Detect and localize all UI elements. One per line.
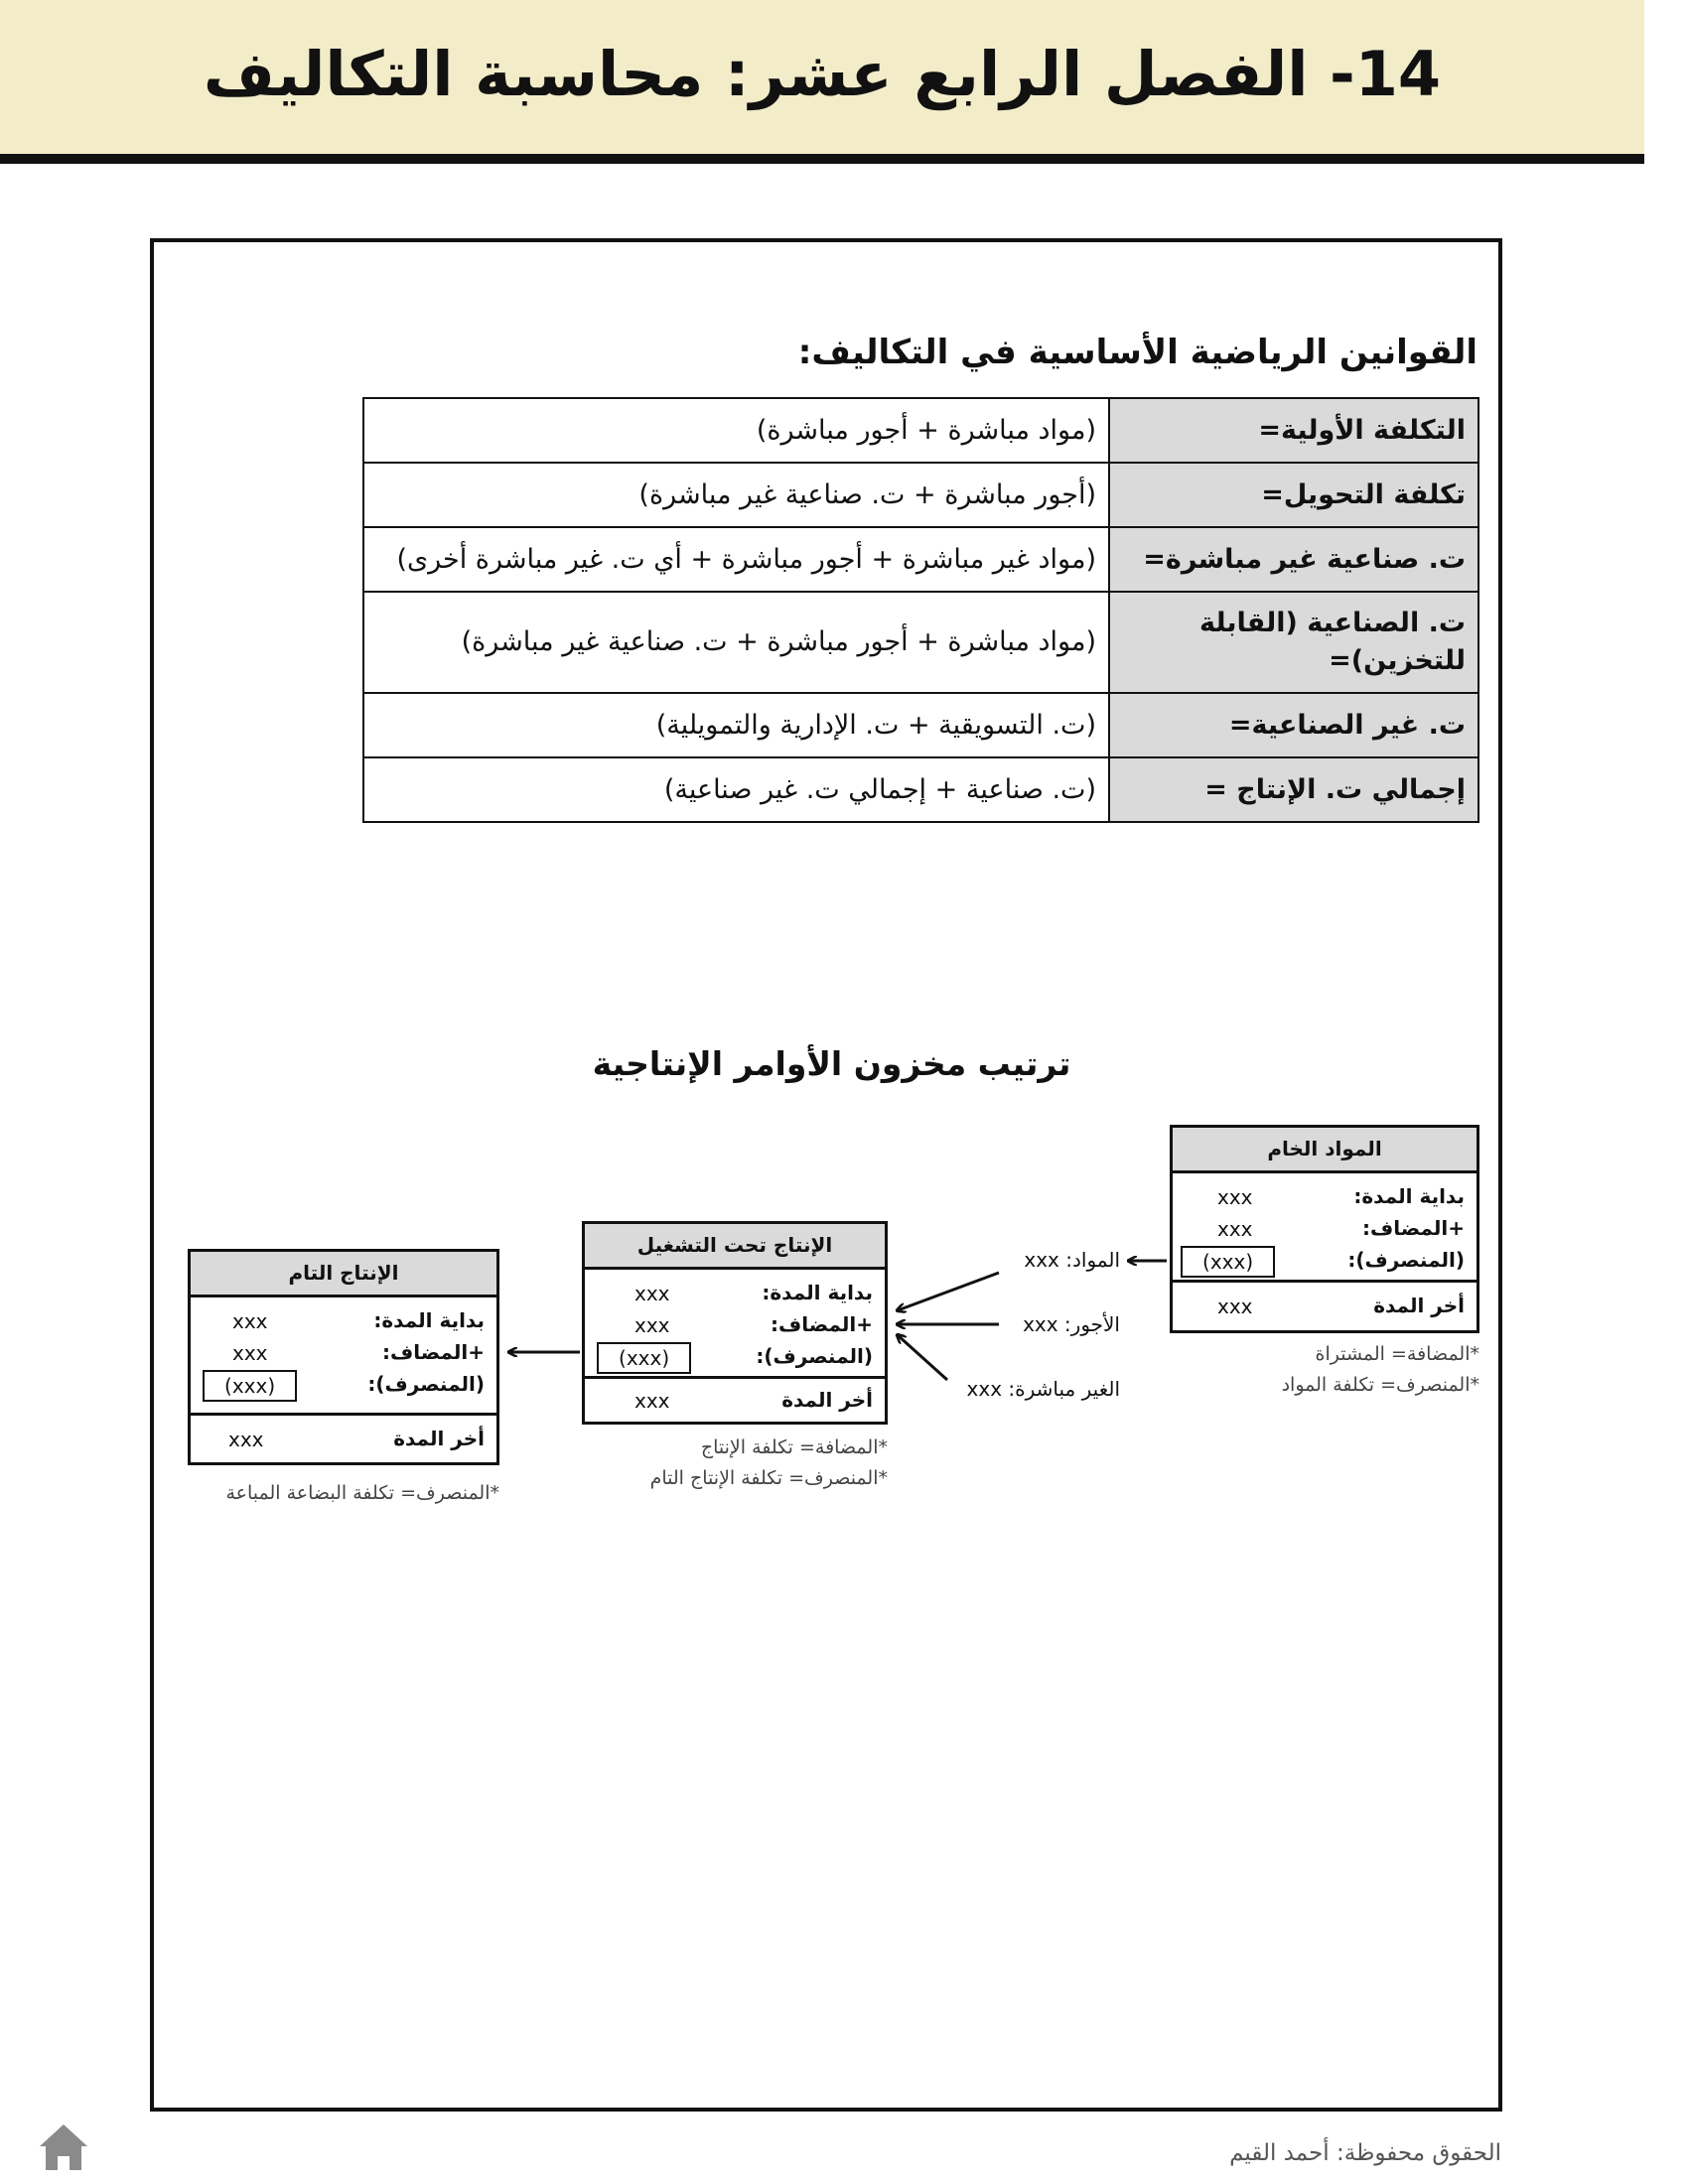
row-value-boxed: (xxx) — [203, 1370, 297, 1402]
formula-value: (مواد مباشرة + أجور مباشرة) — [363, 398, 1109, 463]
formula-value: (مواد غير مباشرة + أجور مباشرة + أي ت. غير مباشرة أخرى) — [363, 527, 1109, 592]
account-title: المواد الخام — [1173, 1128, 1477, 1173]
copyright-footer: الحقوق محفوظة: أحمد القيم — [1229, 2140, 1501, 2166]
indirect-input-label: الغير مباشرة: xxx — [966, 1377, 1120, 1401]
row-value: xxx — [634, 1282, 670, 1305]
formula-value: (ت. صناعية + إجمالي ت. غير صناعية) — [363, 757, 1109, 822]
inventory-title: ترتيب مخزون الأوامر الإنتاجية — [592, 1044, 1071, 1083]
formula-label: ت. غير الصناعية= — [1109, 693, 1478, 757]
row-value: xxx — [1217, 1295, 1253, 1318]
page-title: 14- الفصل الرابع عشر: محاسبة التكاليف — [203, 38, 1442, 110]
row-label: (المنصرف): — [367, 1372, 485, 1396]
indirect-to-wip-arrow — [898, 1335, 947, 1380]
finished-goods-note: *المنصرف= تكلفة البضاعة المباعة — [225, 1482, 499, 1504]
row-label: (المنصرف): — [1347, 1248, 1465, 1272]
materials-to-wip-arrow — [898, 1273, 999, 1310]
formula-label: التكلفة الأولية= — [1109, 398, 1478, 463]
row-label: بداية المدة: — [373, 1308, 485, 1332]
formulas-title: القوانين الرياضية الأساسية في التكاليف: — [797, 333, 1477, 372]
wip-note: *المنصرف= تكلفة الإنتاج التام — [649, 1467, 888, 1489]
row-value: xxx — [634, 1389, 670, 1413]
row-label: +المضاف: — [1362, 1216, 1465, 1240]
account-title: الإنتاج التام — [191, 1252, 496, 1297]
wages-input-label: الأجور: xxx — [1023, 1312, 1120, 1336]
row-label: أخر المدة — [1373, 1294, 1465, 1317]
row-value-boxed: (xxx) — [597, 1342, 691, 1374]
wip-note: *المضافة= تكلفة الإنتاج — [700, 1436, 888, 1458]
row-value: xxx — [232, 1309, 268, 1333]
row-label: بداية المدة: — [1353, 1184, 1465, 1208]
formula-value: (مواد مباشرة + أجور مباشرة + ت. صناعية غير مباشرة) — [363, 592, 1109, 693]
account-title: الإنتاج تحت التشغيل — [585, 1224, 885, 1270]
home-icon[interactable] — [36, 2118, 91, 2174]
raw-materials-note: *المنصرف= تكلفة المواد — [1281, 1374, 1479, 1396]
row-label: بداية المدة: — [762, 1281, 873, 1304]
materials-input-label: المواد: xxx — [1024, 1248, 1120, 1272]
formula-value: (أجور مباشرة + ت. صناعية غير مباشرة) — [363, 463, 1109, 527]
row-value: xxx — [228, 1428, 264, 1451]
row-value: xxx — [232, 1341, 268, 1365]
formula-label: تكلفة التحويل= — [1109, 463, 1478, 527]
row-label: أخر المدة — [393, 1427, 485, 1450]
row-label: +المضاف: — [382, 1340, 485, 1364]
formula-label: ت. الصناعية (القابلة للتخزين)= — [1109, 592, 1478, 693]
formula-label: ت. صناعية غير مباشرة= — [1109, 527, 1478, 592]
raw-materials-note: *المضافة= المشتراة — [1315, 1343, 1479, 1365]
row-label: +المضاف: — [771, 1312, 873, 1336]
row-value: xxx — [1217, 1185, 1253, 1209]
row-value: xxx — [634, 1313, 670, 1337]
row-label: (المنصرف): — [756, 1344, 873, 1368]
row-label: أخر المدة — [781, 1388, 873, 1412]
formula-label: إجمالي ت. الإنتاج = — [1109, 757, 1478, 822]
row-value-boxed: (xxx) — [1181, 1246, 1275, 1278]
row-value: xxx — [1217, 1217, 1253, 1241]
formula-value: (ت. التسويقية + ت. الإدارية والتمويلية) — [363, 693, 1109, 757]
